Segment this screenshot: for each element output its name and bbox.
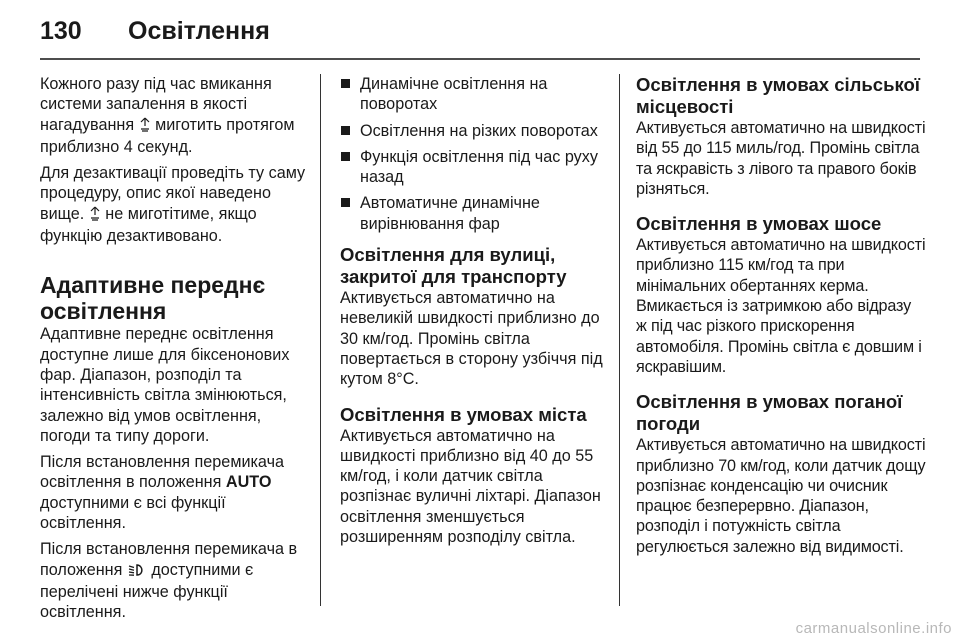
header-rule bbox=[40, 58, 920, 60]
bullet-square-icon bbox=[341, 79, 350, 88]
watermark: carmanualsonline.info bbox=[795, 620, 952, 637]
page-title: Освітлення bbox=[128, 17, 270, 45]
heading-highway: Освітлення в умовах шосе bbox=[636, 213, 882, 235]
auto-label: AUTO bbox=[225, 473, 272, 492]
paragraph-adaptive: Адаптивне переднє освітлення доступне лише для біксенонових фар. Діапазон, розподіл та інтенсивність світла змінюються, залежно від умов освітлення, погоди та типу дороги. bbox=[40, 325, 290, 445]
list-item: Функція освітлення під час руху назад bbox=[340, 147, 606, 188]
paragraph-deactivate: Для дезактивації проведіть ту саму процедуру, опис якої наведено вище. не миготітиме, якщо функцію дезактивовано. bbox=[40, 164, 306, 246]
page-number: 130 bbox=[40, 17, 82, 45]
heading-bad-weather: Освітлення в умовах поганої погоди bbox=[636, 391, 903, 435]
paragraph-bad-weather: Активується автоматично на швидкості приблизно 70 км/год, коли датчик дощу розпізнає конденсацію чи очисник працює безперервно. Діапазон, розподіл і потужність світла регулюється залежно від видимості. bbox=[636, 436, 926, 556]
paragraph-highway: Активується автоматично на швидкості приблизно 115 км/год та при мінімальних обертаннях керма. Вмикається із затримкою або відразу ж під час різкого прискорення автомобіля. Промінь світла є довшим і яскравішим. bbox=[636, 236, 926, 376]
bullet-square-icon bbox=[341, 126, 350, 135]
paragraph-auto: Після встановлення перемикача освітлення в положення AUTO доступними є всі функції освітлення. bbox=[40, 453, 285, 533]
page-header bbox=[40, 0, 920, 60]
list-item: Освітлення на різких поворотах bbox=[340, 121, 606, 141]
column-divider-2 bbox=[619, 74, 620, 606]
column-1 bbox=[40, 74, 312, 629]
bullet-square-icon bbox=[341, 198, 350, 207]
paragraph-reminder: Кожного разу під час вмикання системи запалення в якості нагадування миготить протягом приблизно 4 секунд. bbox=[40, 75, 295, 156]
heading-city: Освітлення в умовах міста bbox=[340, 403, 587, 425]
heading-street: Освітлення для вулиці, закритої для транспорту bbox=[340, 244, 567, 288]
list-item: Автоматичне динамічне вирівнювання фар bbox=[340, 193, 606, 234]
bullet-square-icon bbox=[341, 152, 350, 161]
list-item: Динамічне освітлення на поворотах bbox=[340, 74, 606, 115]
heading-rural: Освітлення в умовах сільської місцевості bbox=[636, 74, 920, 117]
paragraph-street: Активується автоматично на невеликій швидкості приблизно до 30 км/год. Промінь світла повертається в сторону узбіччя під кутом 8°С. bbox=[340, 289, 603, 389]
paragraph-city: Активується автоматично на швидкості приблизно від 40 до 55 км/год, і коли датчик світла розпізнає вуличні ліхтарі. Діапазон освітлення зменшується розширенням розподілу світла. bbox=[340, 426, 601, 547]
afl-warning-light-icon bbox=[140, 117, 150, 137]
afl-warning-light-icon bbox=[90, 206, 100, 226]
low-beam-icon bbox=[128, 562, 146, 582]
column-divider-1 bbox=[320, 74, 321, 606]
function-list bbox=[340, 74, 606, 234]
paragraph-rural: Активується автоматично на швидкості від 55 до 115 миль/год. Промінь світла та яскравість з лівого та правого боків різняться. bbox=[636, 119, 926, 198]
column-2 bbox=[340, 74, 606, 553]
section-heading-adaptive: Адаптивне переднє освітлення bbox=[40, 272, 266, 325]
paragraph-lowbeam: Після встановлення перемикача в положення доступними є перелічені нижче функції освітлення. bbox=[40, 540, 298, 622]
column-3 bbox=[636, 74, 926, 563]
